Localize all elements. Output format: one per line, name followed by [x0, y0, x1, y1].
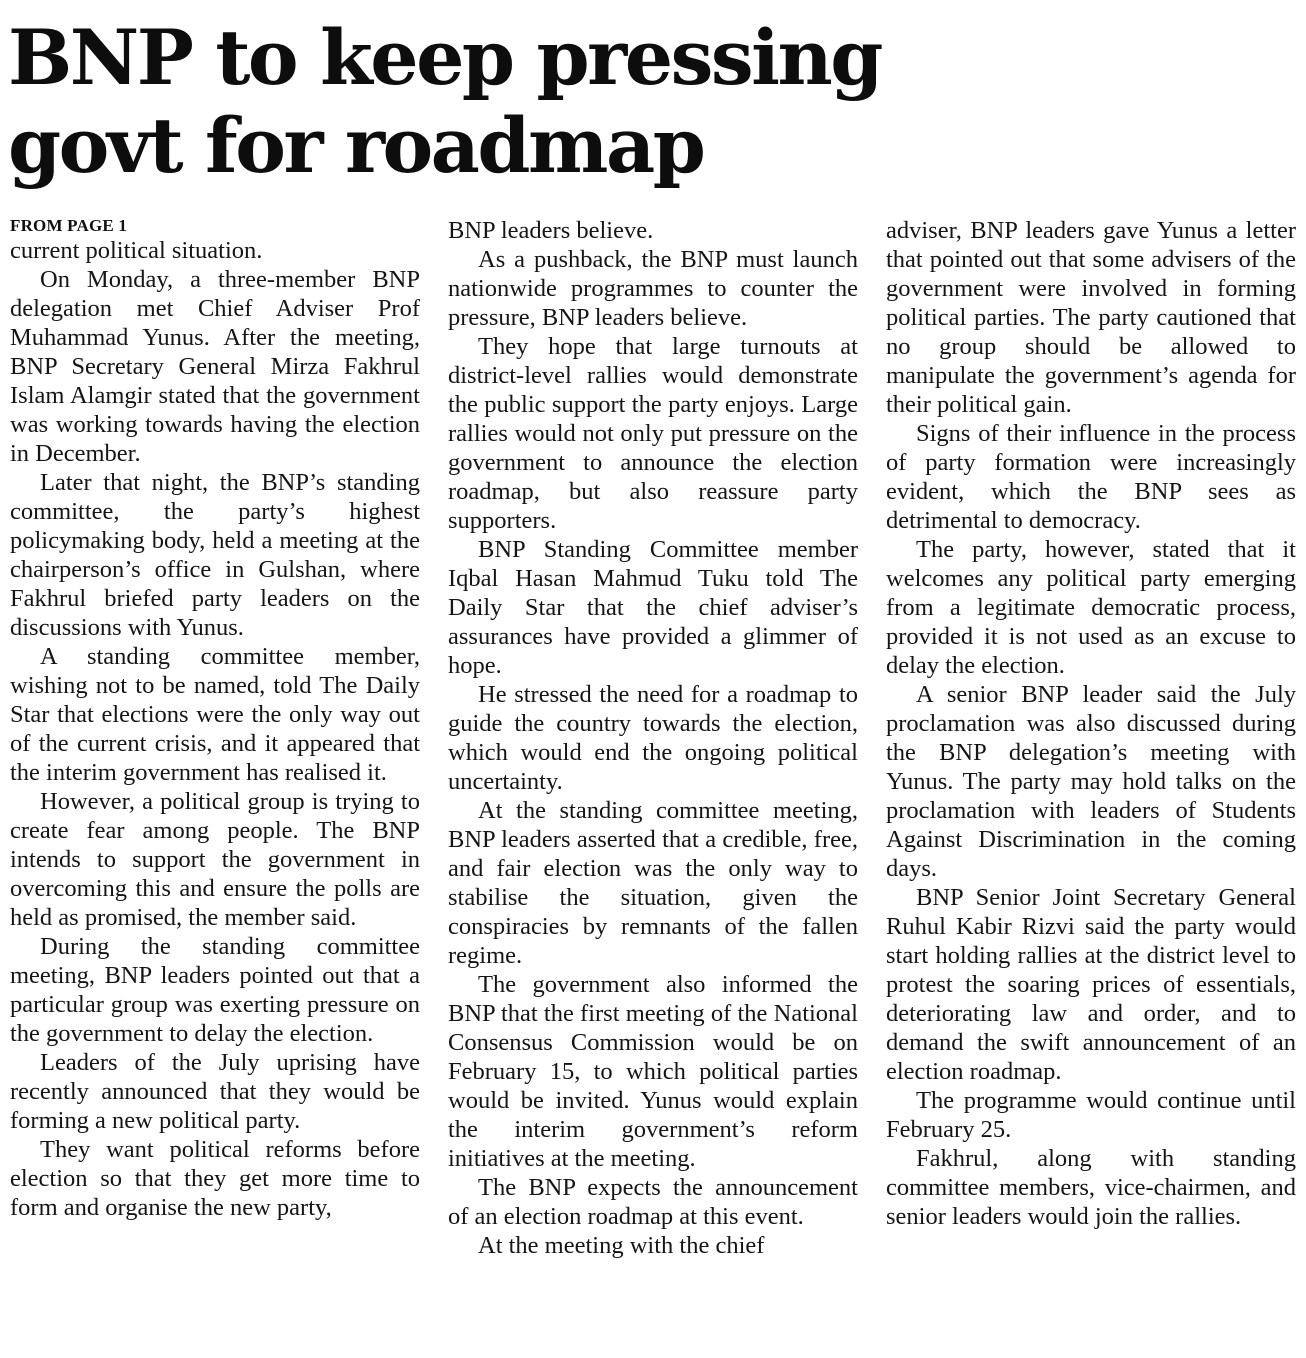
- headline-line-2: govt for roadmap: [8, 101, 704, 190]
- paragraph: The BNP expects the announcement of an election roadmap at this event.: [448, 1174, 858, 1230]
- paragraph: A standing committee member, wishing not to be named, told The Daily Star that elections were the only way out of the current crisis, and it appeared that the interim government has realised it.: [10, 643, 420, 786]
- paragraph: adviser, BNP leaders gave Yunus a letter that pointed out that some advisers of the government were involved in forming political parties. The party cautioned that no group should be allowed to manipulate the government’s agenda for their political gain.: [886, 217, 1296, 418]
- paragraph: They hope that large turnouts at district-level rallies would demonstrate the public support the party enjoys. Large rallies would not only put pressure on the government to announce the election roadmap, but also reassure party supporters.: [448, 333, 858, 534]
- paragraph: However, a political group is trying to create fear among people. The BNP intends to support the government in overcoming this and ensure the polls are held as promised, the member said.: [10, 788, 420, 931]
- paragraph: current political situation.: [10, 237, 263, 264]
- paragraph: Fakhrul, along with standing committee members, vice-chairmen, and senior leaders would join the rallies.: [886, 1145, 1296, 1230]
- paragraph: At the meeting with the chief: [478, 1232, 765, 1259]
- paragraph: Leaders of the July uprising have recently announced that they would be forming a new political party.: [10, 1049, 420, 1134]
- paragraph: Later that night, the BNP’s standing committee, the party’s highest policymaking body, held a meeting at the chairperson’s office in Gulshan, where Fakhrul briefed party leaders on the discussions with Yunus.: [10, 469, 420, 641]
- paragraph: They want political reforms before election so that they get more time to form and organise the new party,: [10, 1136, 420, 1221]
- headline: [8, 14, 1288, 190]
- paragraph: The programme would continue until February 25.: [886, 1087, 1296, 1143]
- paragraph: During the standing committee meeting, BNP leaders pointed out that a particular group was exerting pressure on the government to delay the election.: [10, 933, 420, 1047]
- article-column-1: [10, 216, 420, 1346]
- paragraph: Signs of their influence in the process of party formation were increasingly evident, which the BNP sees as detrimental to democracy.: [886, 420, 1296, 534]
- paragraph: BNP Standing Committee member Iqbal Hasan Mahmud Tuku told The Daily Star that the chief adviser’s assurances have provided a glimmer of hope.: [448, 536, 858, 679]
- continuation-kicker: FROM PAGE 1: [10, 216, 128, 235]
- article-column-2: [448, 216, 858, 1346]
- paragraph: BNP leaders believe.: [448, 217, 654, 244]
- paragraph: On Monday, a three-member BNP delegation met Chief Adviser Prof Muhammad Yunus. After the meeting, BNP Secretary General Mirza Fakhrul Islam Alamgir stated that the government was working towards having the election in December.: [10, 266, 420, 467]
- paragraph: The party, however, stated that it welcomes any political party emerging from a legitimate democratic process, provided it is not used as an excuse to delay the election.: [886, 536, 1296, 679]
- paragraph: At the standing committee meeting, BNP leaders asserted that a credible, free, and fair election was the only way to stabilise the situation, given the conspiracies by remnants of the fallen regime.: [448, 797, 858, 969]
- headline-line-1: BNP to keep pressing: [8, 13, 881, 102]
- paragraph: BNP Senior Joint Secretary General Ruhul Kabir Rizvi said the party would start holding rallies at the district level to protest the soaring prices of essentials, deteriorating law and order, and to demand the swift announcement of an election roadmap.: [886, 884, 1296, 1085]
- paragraph: As a pushback, the BNP must launch nationwide programmes to counter the pressure, BNP leaders believe.: [448, 246, 858, 331]
- paragraph: A senior BNP leader said the July proclamation was also discussed during the BNP delegation’s meeting with Yunus. The party may hold talks on the proclamation with leaders of Students Against Discrimination in the coming days.: [886, 681, 1296, 882]
- article-column-3: [886, 216, 1296, 1346]
- paragraph: He stressed the need for a roadmap to guide the country towards the election, which would end the ongoing political uncertainty.: [448, 681, 858, 795]
- paragraph: The government also informed the BNP that the first meeting of the National Consensus Commission would be on February 15, to which political parties would be invited. Yunus would explain the interim government’s reform initiatives at the meeting.: [448, 971, 858, 1172]
